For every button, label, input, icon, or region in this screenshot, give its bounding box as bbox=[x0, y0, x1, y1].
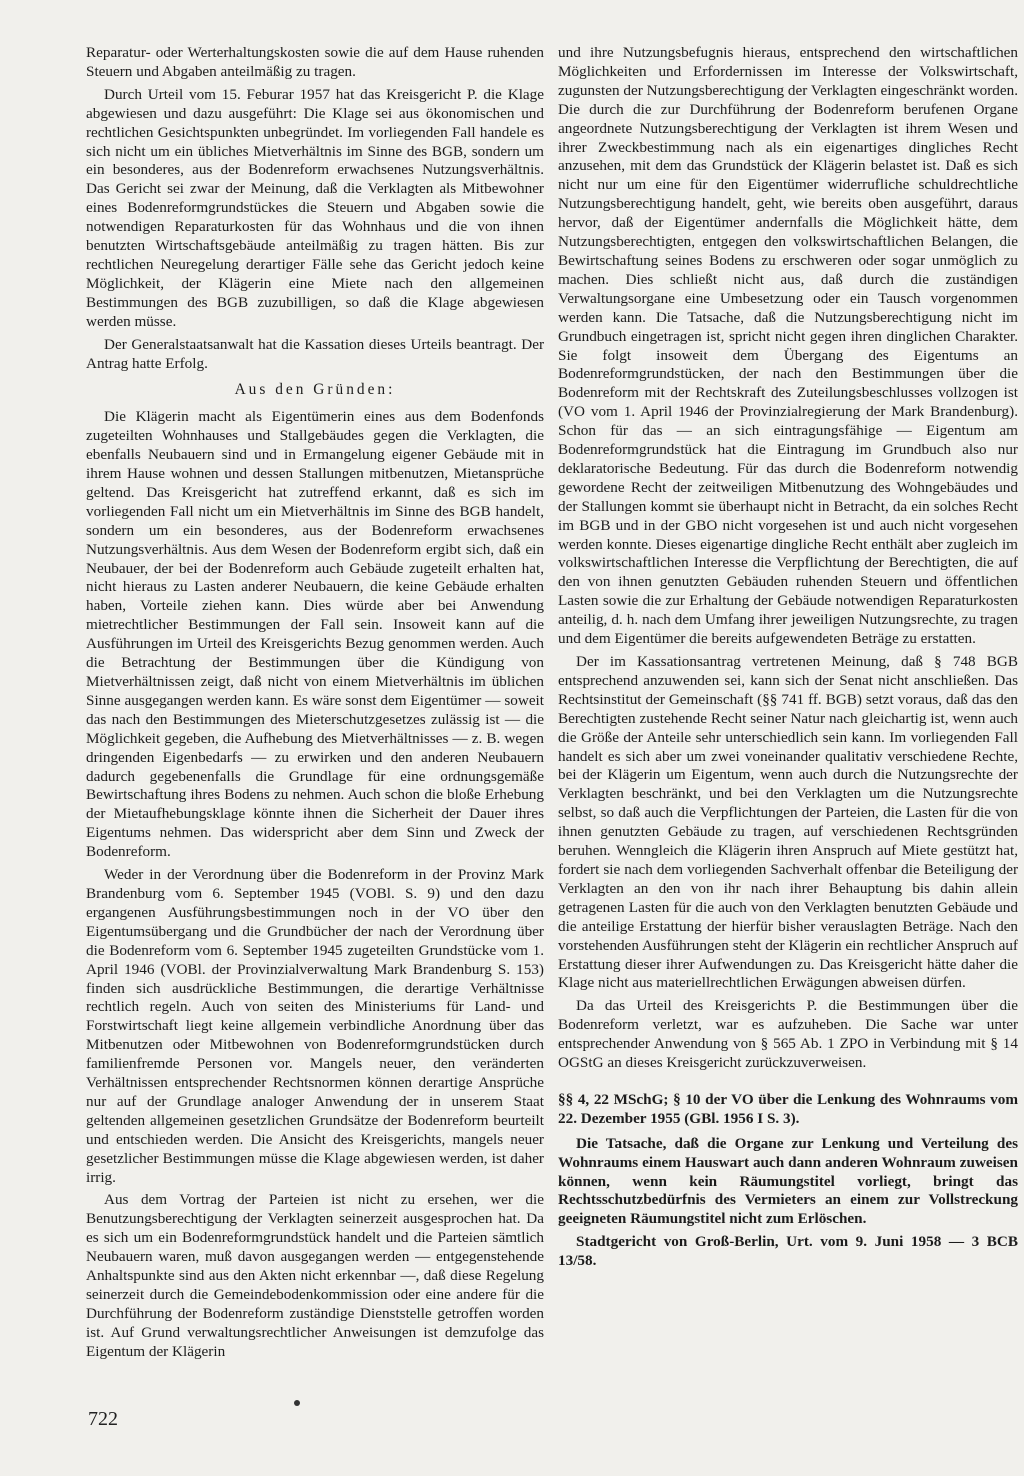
spacer bbox=[558, 1077, 1018, 1091]
paragraph: Aus dem Vortrag der Parteien ist nicht zu ersehen, wer die Benutzungsberechtigung der Verklagten seinerzeit ausgesprochen hat. Da es sich um ein Bodenreformgrundstück handelt und die Parteien sämtlich Neubauern waren, muß davon ausgegangen werden — entgegenstehende Anhaltspunkte sind aus den Akten nicht erkennbar —, daß diese Regelung seinerzeit durch die Gemeindebodenkommission oder eine andere für die Durchführung der Bodenreform zuständige Dienststelle getroffen worden ist. Auf Grund verwaltungsrechtlicher Anweisungen ist demzufolge das Eigentum der Klägerin bbox=[86, 1191, 544, 1360]
paragraph: Weder in der Verordnung über die Bodenreform in der Provinz Mark Brandenburg vom 6. September 1945 (VOBl. S. 9) und den dazu ergangenen Ausführungsbestimmungen noch in der VO über den Eigentumsübergang und die Grundbücher der nach der Verordnung über die Bodenreform vom 6. September 1945 zugeteilten Grundstücke vom 1. April 1946 (VOBl. der Provinzialverwaltung Mark Brandenburg S. 153) finden sich ausdrückliche Bestimmungen, die derartige Verhältnisse rechtlich regeln. Auch von seiten des Ministeriums für Land- und Forstwirtschaft liegt keine allgemein verbindliche Anordnung über das Mitbenutzen oder Mitbewohnen von Bodenreformgrundstücken durch familienfremde Personen vor. Mangels neuer, den veränderten Verhältnissen entsprechender Rechtsnormen können derartige Ansprüche nur auf der Grundlage analoger Anwendung der in unserem Staat geltenden allgemeinen gesetzlichen Grundsätze der Bodenreform beurteilt und entschieden werden. Die Ansicht des Kreisgerichts, mangels neuer gesetzlicher Bestimmungen müsse die Klage abgewiesen werden, ist daher irrig. bbox=[86, 866, 544, 1186]
right-column bbox=[558, 44, 1018, 1404]
left-column bbox=[86, 44, 544, 1404]
paragraph: Der im Kassationsantrag vertretenen Meinung, daß § 748 BGB entsprechend anzuwenden sei, kann sich der Senat nicht anschließen. Das Rechtsinstitut der Gemeinschaft (§§ 741 ff. BGB) setzt voraus, daß das den Berechtigten zustehende Recht seiner Natur nach gleichartig ist, wenn auch die Größe der Anteile sehr unterschiedlich sein kann. Im vorliegenden Fall handelt es sich aber um zwei voneinander qualitativ verschiedene Rechte, bei der Klägerin um Eigentum, wenn auch durch die Nutzungsrechte der Verklagten beschränkt, und bei den Verklagten um die Nutzungsrechte selbst, so daß auch die Verpflichtungen der Parteien, die Lasten für die von ihnen genutzten Gebäude zu tragen, auf verschiedenen Rechtsgründen beruhen. Wenngleich die Klägerin ihren Anspruch auf Miete gestützt hat, fordert sie nach dem vorliegenden Sachverhalt offenbar die Beteiligung der Verklagten an den von ihr nach ihrer Behauptung bis dahin allein getragenen Lasten für die auch von den Verklagten benutzten Gebäude und die anteilige Erstattung der hierfür bisher verauslagten Beträge. Nach den vorstehenden Ausführungen steht der Klägerin ein rechtlicher Anspruch auf Erstattung dieser ihrer Aufwendungen zu. Das Kreisgericht hätte daher die Klage nicht aus materiellrechtlichen Erwägungen abweisen dürfen. bbox=[558, 653, 1018, 992]
page-number: 722 bbox=[88, 1408, 118, 1430]
ink-dot bbox=[294, 1400, 300, 1406]
paragraph: Der Generalstaatsanwalt hat die Kassation dieses Urteils beantragt. Der Antrag hatte Erfolg. bbox=[86, 335, 544, 372]
section-heading: Aus den Gründen: bbox=[234, 381, 396, 399]
paragraph: Durch Urteil vom 15. Feburar 1957 hat das Kreisgericht P. die Klage abgewiesen und dazu ausgeführt: Die Klage sei aus ökonomischen und rechtlichen Gesichtspunkten unbegründet. Im vorliegenden Fall handele es sich nicht um ein übliches Mietverhältnis im Sinne des BGB, sondern um ein besonderes, aus der Bodenreform erwachsenes Nutzungsverhältnis. Das Gericht sei zwar der Meinung, daß die Verklagten als Mitbewohner eines Bodenreformgrundstückes die Steuern und Abgaben sowie die notwendigen Reparaturkosten für das Wohnhaus und die von ihnen benutzten Wirtschaftsgebäude anteilmäßig zu tragen hätten. Bis zur rechtlichen Neuregelung derartiger Fälle sehe das Gericht jedoch keine Möglichkeit, der Klägerin eine Miete nach den allgemeinen Bestimmungen des BGB zuzubilligen, so daß die Klage abgewiesen werden müsse. bbox=[86, 85, 544, 330]
court-source: Stadtgericht von Groß-Berlin, Urt. vom 9. Juni 1958 — 3 BCB 13/58. bbox=[558, 1233, 1018, 1270]
paragraph: und ihre Nutzungsbefugnis hieraus, entsprechend den wirtschaftlichen Möglichkeiten und Erfordernissen im Interesse der Volkswirtschaft, zugunsten der Nutzungsberechtigung der Verklagten eingeschränkt worden. Die durch die zur Durchführung der Bodenreform berufenen Organe angeordnete Nutzungsberechtigung der Verklagten ist ihrem Wesen und ihrer Zweckbestimmung nach als ein eigenartiges dingliches Recht anzusehen, mit dem das Grundstück der Klägerin belastet ist. Daß es sich nicht nur um eine für den Eigentümer widerrufliche schuldrechtliche Nutzungsberechtigung handelt, geht, wie bereits oben ausgeführt, daraus hervor, daß der Eigentümer andernfalls die Möglichkeit hätte, dem Nutzungsberechtigten, entgegen den volkswirtschaftlichen Belangen, die Bewirtschaftung seines Bodens zu erschweren oder sogar unmöglich zu machen. Dies schließt nicht aus, daß durch die zuständigen Verwaltungsorgane eine Umbesetzung oder ein Tausch vorgenommen werden kann. Die Tatsache, daß die Nutzungsberechtigung nicht im Grundbuch eingetragen ist, spricht nicht gegen ihren dinglichen Charakter. Sie folgt insoweit dem Übergang des Eigentums an Bodenreformgrundstücken, der nach den Bestimmungen über die Bodenreform mit der Rechtskraft des Zuteilungsbeschlusses vollzogen ist (VO vom 1. April 1946 der Provinzialregierung der Mark Brandenburg). Schon für das — an sich eintragungsfähige — Eigentum am Bodenreformgrundstück hat die Eintragung im Grundbuch also nur deklaratorische Bedeutung. Für das durch die Bodenreform notwendig gewordene Recht der zeitweiligen Mitbenutzung des Wohngebäudes und der Stallungen kommt sie überhaupt nicht in Betracht, da ein solches Recht im BGB und in der GBO nicht vorgesehen ist und auch nicht vorgesehen werden konnte. Dieses eigenartige dingliche Recht enthält aber zugleich im volkswirtschaftlichen Interesse die Verpflichtung der Berechtigten, die auf den von ihnen genutzten Gebäuden ruhenden Steuern und öffentlichen Lasten sowie die zur Erhaltung der Gebäude notwendigen Reparaturkosten anteilig, d. h. nach dem Umfang ihrer jeweiligen Nutzungsrechte, zu tragen und dem Eigentümer die bereits aufgewendeten Beträge zu erstatten. bbox=[558, 44, 1018, 648]
paragraph: Die Klägerin macht als Eigentümerin eines aus dem Bodenfonds zugeteilten Wohnhauses und Stallgebäudes gegen die Verklagten, die ebenfalls Neubauern sind und in Ermangelung eigener Gebäude mit in ihrem Hause wohnen und dessen Stallungen mitbenutzen, Mietansprüche geltend. Das Kreisgericht hat zutreffend erkannt, daß es sich im vorliegenden Fall nicht um ein Mietverhältnis im Sinne des BGB handelt, sondern um ein besonderes, aus der Bodenreform erwachsenes Nutzungsverhältnis. Aus dem Wesen der Bodenreform ergibt sich, daß ein Neubauer, der bei der Bodenreform auch Gebäude zugeteilt erhalten hat, nicht hieraus zu Lasten anderer Neubauern, die keine Gebäude erhalten haben, Vorteile ziehen kann. Dies würde aber bei Anwendung mietrechtlicher Bestimmungen der Fall sein. Insoweit kann auf die Ausführungen im Urteil des Kreisgerichts Bezug genommen werden. Auch die Betrachtung der Bestimmungen über die Kündigung von Mietverhältnissen zeigt, daß nicht von einem Mietverhältnis im üblichen Sinne ausgegangen werden kann. Es wäre sonst dem Eigentümer — soweit das nach den Bestimmungen des Mieterschutzgesetzes zulässig ist — die Möglichkeit gegeben, die Aufhebung des Mietverhältnisses — z. B. wegen dringenden Eigenbedarfs — zu erwirken und den anderen Neubauern dadurch gegebenenfalls die Grundlage für eine ordnungsgemäße Bewirtschaftung ihres Bodens zu nehmen. Auch schon die bloße Erhebung der Mietaufhebungsklage könnte ihnen die Sicherheit der Dauer ihres Eigentums nehmen. Das widerspricht aber dem Sinn und Zweck der Bodenreform. bbox=[86, 408, 544, 861]
paragraph: Da das Urteil des Kreisgerichts P. die Bestimmungen über die Bodenreform verletzt, war es aufzuheben. Die Sache war unter entsprechender Anwendung von § 565 Ab. 1 ZPO in Verbindung mit § 14 OGStG an dieses Kreisgericht zurückzuverweisen. bbox=[558, 997, 1018, 1072]
headnote: Die Tatsache, daß die Organe zur Lenkung und Verteilung des Wohnraums einem Hauswart auch dann anderen Wohnraum zuweisen können, wenn kein Räumungstitel vorliegt, bringt das Rechtsschutzbedürfnis des Vermieters an einem zur Vollstreckung geeigneten Räumungstitel nicht zum Erlöschen. bbox=[558, 1134, 1018, 1228]
paragraph: Reparatur- oder Werterhaltungskosten sowie die auf dem Hause ruhenden Steuern und Abgaben anteilmäßig zu tragen. bbox=[86, 44, 544, 80]
statute-reference: §§ 4, 22 MSchG; § 10 der VO über die Lenkung des Wohnraums vom 22. Dezember 1955 (GBl. 1956 I S. 3). bbox=[558, 1090, 1018, 1127]
